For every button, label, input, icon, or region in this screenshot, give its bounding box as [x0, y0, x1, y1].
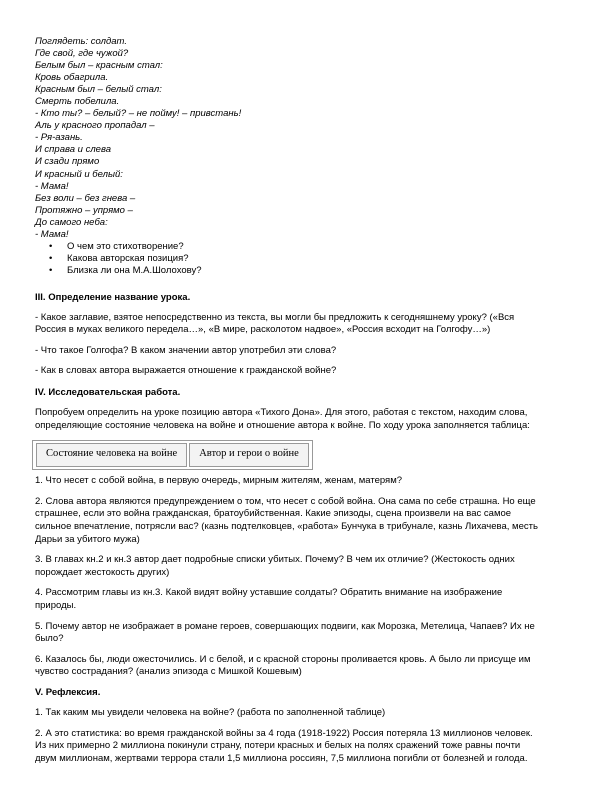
poem-line: Белым был – красным стал:	[35, 60, 163, 72]
poem-line: До самого неба:	[35, 216, 108, 228]
item-line: Дарьи за убитого мужа)	[35, 533, 140, 545]
item-line: было?	[35, 633, 64, 645]
section-3-paragraph: - Какое заглавие, взятое непосредственно из текста, вы могли бы предложить к сегодняшнему уроку? («Вся	[35, 311, 515, 323]
item-line: Из них примерно 2 миллиона покинули страну, потери красных и белых на полях сражений тоже равны почти	[35, 740, 521, 752]
poem-line: Где свой, где чужой?	[35, 48, 129, 60]
poem-line: - Мама!	[35, 180, 69, 192]
item-line: 5. Почему автор не изображает в романе героев, совершающих подвиги, как Морозка, Метелица, Чапаев? Их не	[35, 620, 535, 632]
item-line: природы.	[35, 600, 77, 611]
section-4-heading: IV. Исследовательская работа.	[35, 387, 181, 399]
document-page	[35, 36, 580, 765]
section-3-heading: III. Определение название урока.	[35, 291, 191, 303]
item-line: 3. В главах кн.2 и кн.3 автор дает подробные списки убитых. Почему? В чем их отличие? (Жестокость одних	[35, 554, 515, 566]
section-3-paragraph: - Как в словах автора выражается отношение к гражданской войне?	[35, 365, 337, 377]
section-4-item	[35, 496, 580, 546]
item-line: 2. А это статистика: во время гражданской войны за 4 года (1918-1922) Россия потеряла 13 миллионов человек.	[35, 727, 533, 739]
question-item: • О чем это стихотворение?	[67, 241, 580, 253]
section-4-item	[35, 554, 580, 579]
analysis-table	[32, 440, 313, 470]
section-4-item	[35, 654, 580, 679]
poem-line: - Кто ты? – белый? – не пойму! – привстань!	[35, 108, 242, 120]
section-4-item: 1. Что несет с собой война, в первую очередь, мирным жителям, женам, матерям?	[35, 475, 403, 487]
section-5-heading: V. Рефлексия.	[35, 686, 101, 698]
item-line: двум миллионам, жертвами террора стали 1,5 миллиона россиян, 7,5 миллиона погибли от болезней и голода.	[35, 752, 528, 764]
table-header-cell: Состояние человека на войне	[36, 443, 187, 467]
item-line: чувство сострадания? (анализ эпизода с Мишкой Кошевым)	[35, 666, 302, 678]
item-line: порождает жестокость других)	[35, 566, 170, 578]
item-line: 4. Рассмотрим главы из кн.3. Какой видят войну уставшие солдаты? Обратить внимание на изображение	[35, 587, 503, 599]
poem-line: Красным был – белый стал:	[35, 84, 162, 96]
poem-line: - Ря-азань.	[35, 132, 83, 144]
section-3-paragraph: Россия в муках великого передела…», «В мире, расколотом надвое», «Россия всходит на Голгофу…»)	[35, 324, 491, 336]
poem-line: - Мама!	[35, 228, 69, 240]
question-item: • Какова авторская позиция?	[67, 253, 580, 265]
section-5-item	[35, 728, 580, 766]
section-4-item	[35, 621, 580, 646]
question-item: • Близка ли она М.А.Шолохову?	[67, 265, 580, 277]
section-4-intro: определяющие состояние человека на войне и отношение автора к войне. По ходу урока заполняется таблица:	[35, 419, 530, 431]
section-3-paragraph: - Что такое Голгофа? В каком значении автор употребил эти слова?	[35, 344, 337, 356]
section-5-item: 1. Так каким мы увидели человека на войне? (работа по заполненной таблице)	[35, 706, 386, 718]
poem-line: И красный и белый:	[35, 168, 123, 180]
poem-line: Аль у красного пропадал –	[35, 120, 155, 132]
poem-line: Без воли – без гнева –	[35, 192, 136, 204]
poem-line: И сзади прямо	[35, 156, 100, 168]
table-header-cell: Автор и герои о войне	[189, 443, 309, 467]
poem-line: Смерть побелила.	[35, 96, 120, 108]
question-list	[35, 241, 580, 278]
item-line: страшнее, если это война гражданская, братоубийственная. Какие эпизоды, сцена произвели на вас самое	[35, 508, 512, 520]
section-4-item	[35, 587, 580, 612]
poem-line: Протяжно – упрямо –	[35, 204, 133, 216]
item-line: сильное впечатление, потрясли вас? (казнь подтелковцев, «работа» Бунчука в трибунале, казнь Лихачева, месть	[35, 521, 538, 533]
section-4-intro: Попробуем определить на уроке позицию автора «Тихого Дона». Для этого, работая с текстом, находим слова,	[35, 407, 528, 419]
poem-line: Поглядеть: солдат.	[35, 36, 127, 47]
poem-line: Кровь обагрила.	[35, 72, 109, 84]
poem	[35, 36, 580, 241]
item-line: 2. Слова автора являются предупреждением о том, что несет с собой война. Она сама по себе страшна. Но еще	[35, 495, 536, 507]
poem-line: И справа и слева	[35, 144, 111, 156]
item-line: 6. Казалось бы, люди ожесточились. И с белой, и с красной стороны проливается кровь. А было ли присуще им	[35, 653, 531, 665]
